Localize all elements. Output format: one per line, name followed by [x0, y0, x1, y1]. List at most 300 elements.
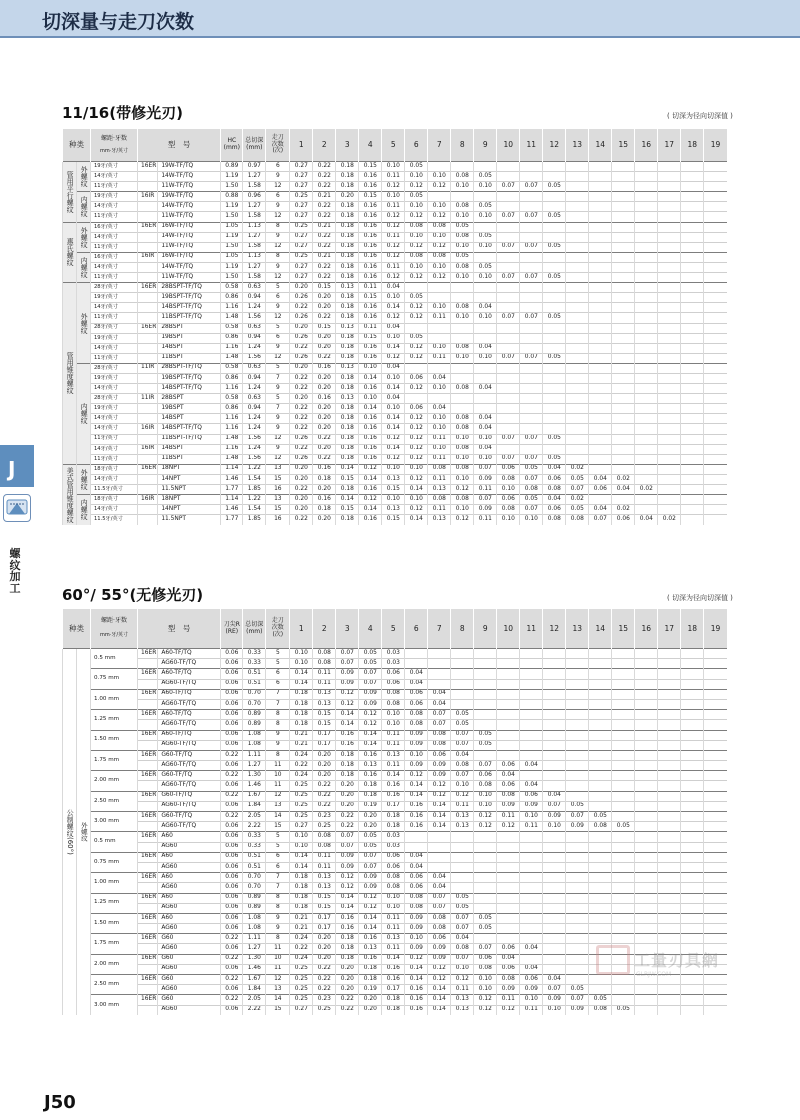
pass-12-cell: 0.10 [543, 822, 566, 832]
pass-19-cell [704, 363, 727, 373]
re-cell: 0.22 [221, 995, 243, 1005]
pass-6-cell: 0.09 [405, 761, 428, 771]
pass-3-cell: 0.18 [336, 333, 359, 343]
pass-19-cell [704, 730, 727, 740]
pass-11-cell: 0.04 [520, 964, 543, 974]
pass-9-cell: 0.04 [474, 444, 497, 454]
pass-13-cell [566, 720, 589, 730]
pass-8-cell: 0.12 [451, 515, 474, 525]
passes-cell: 8 [266, 750, 290, 760]
pass-18-cell [681, 873, 704, 883]
pass-15-cell [612, 343, 635, 353]
pass-17-cell [658, 720, 681, 730]
pass-16-cell [635, 222, 658, 232]
pass-5-cell: 0.13 [382, 505, 405, 515]
pass-4-cell: 0.16 [359, 313, 382, 323]
pass-6-cell: 0.09 [405, 924, 428, 934]
hc-cell: 1.16 [221, 343, 243, 353]
table-row [63, 162, 727, 172]
pass-11-cell: 0.07 [520, 474, 543, 484]
pass-2-cell: 0.22 [313, 801, 336, 811]
pass-10-cell [497, 924, 520, 934]
pass-6-cell: 0.12 [405, 954, 428, 964]
pass-4-cell: 0.18 [359, 975, 382, 985]
pass-12-cell [543, 679, 566, 689]
pass-10-cell: 0.07 [497, 454, 520, 464]
pass-15-cell [612, 649, 635, 659]
pitch-cell: 11牙/英寸 [91, 242, 138, 252]
pass-5-cell: 0.14 [382, 424, 405, 434]
pass-18-cell [681, 485, 704, 495]
holder-cell: 16ER [138, 975, 158, 985]
holder-cell [138, 414, 158, 424]
hc-cell: 1.46 [221, 505, 243, 515]
pass-13-cell [566, 944, 589, 954]
pass-6-cell: 0.05 [405, 192, 428, 202]
pass-14-cell [589, 262, 612, 272]
pass-12-cell: 0.05 [543, 273, 566, 283]
pass-11-cell [520, 343, 543, 353]
holder-cell: 16ER [138, 750, 158, 760]
pass-16-cell [635, 883, 658, 893]
pass-11-cell [520, 363, 543, 373]
table-row [63, 740, 727, 750]
col-pass-18: 18 [681, 129, 704, 162]
table-row [63, 903, 727, 913]
pass-2-cell: 0.22 [313, 212, 336, 222]
pass-12-cell [543, 222, 566, 232]
pass-7-cell: 0.10 [428, 232, 451, 242]
pass-3-cell: 0.12 [336, 689, 359, 699]
hc-cell: 1.48 [221, 454, 243, 464]
pass-18-cell [681, 862, 704, 872]
holder-cell [138, 313, 158, 323]
col-pitch-title: 螺距·牙数 [101, 134, 127, 142]
passes-cell: 12 [266, 182, 290, 192]
hc-cell: 1.19 [221, 202, 243, 212]
pass-7-cell: 0.10 [428, 444, 451, 454]
pass-6-cell: 0.06 [405, 883, 428, 893]
pass-1-cell: 0.22 [290, 515, 313, 525]
pass-5-cell: 0.11 [382, 913, 405, 923]
pass-19-cell [704, 689, 727, 699]
pass-4-cell: 0.19 [359, 985, 382, 995]
pass-15-cell [612, 699, 635, 709]
holder-cell [138, 343, 158, 353]
pass-4-cell: 0.16 [359, 384, 382, 394]
pass-19-cell [704, 649, 727, 659]
pass-1-cell: 0.20 [290, 323, 313, 333]
pass-7-cell: 0.09 [428, 954, 451, 964]
pass-1-cell: 0.27 [290, 242, 313, 252]
table-row [63, 373, 727, 383]
pass-18-cell [681, 464, 704, 474]
holder-cell [138, 454, 158, 464]
pass-11-cell: 0.05 [520, 464, 543, 474]
pass-14-cell [589, 913, 612, 923]
total-depth-cell: 1.58 [243, 242, 266, 252]
pass-10-cell [497, 252, 520, 262]
pass-3-cell: 0.18 [336, 761, 359, 771]
pass-17-cell [658, 995, 681, 1005]
pass-7-cell: 0.11 [428, 313, 451, 323]
pass-8-cell: 0.10 [451, 454, 474, 464]
pass-11-cell [520, 172, 543, 182]
pass-13-cell: 0.09 [566, 822, 589, 832]
pass-12-cell: 0.10 [543, 1005, 566, 1015]
pass-8-cell [451, 883, 474, 893]
pass-18-cell [681, 679, 704, 689]
holder-cell [138, 242, 158, 252]
pass-5-cell: 0.04 [382, 323, 405, 333]
pitch-cell: 1.75 mm [91, 750, 138, 770]
pass-9-cell: 0.05 [474, 202, 497, 212]
pass-2-cell: 0.22 [313, 202, 336, 212]
pass-3-cell: 0.18 [336, 293, 359, 303]
pass-11-cell [520, 873, 543, 883]
pass-15-cell [612, 434, 635, 444]
pass-1-cell: 0.18 [290, 893, 313, 903]
table-row [63, 192, 727, 202]
pass-19-cell [704, 444, 727, 454]
pass-16-cell [635, 781, 658, 791]
holder-cell: 16ER [138, 893, 158, 903]
pass-10-cell [497, 414, 520, 424]
passes-cell: 11 [266, 761, 290, 771]
passes-cell: 15 [266, 505, 290, 515]
pass-2-cell: 0.20 [313, 373, 336, 383]
pass-19-cell [704, 182, 727, 192]
pass-10-cell: 0.07 [497, 242, 520, 252]
model-cell: AG60-TF/TQ [158, 679, 221, 689]
pass-7-cell [428, 394, 451, 404]
pass-12-cell [543, 689, 566, 699]
pass-16-cell [635, 710, 658, 720]
pass-18-cell [681, 343, 704, 353]
pass-2-cell: 0.11 [313, 679, 336, 689]
hc-cell: 0.86 [221, 333, 243, 343]
pitch-cell: 1.75 mm [91, 934, 138, 954]
pass-17-cell [658, 812, 681, 822]
total-depth-cell: 1.24 [243, 303, 266, 313]
col-pass-19: 19 [704, 609, 727, 649]
pass-17-cell [658, 373, 681, 383]
pass-7-cell: 0.12 [428, 212, 451, 222]
pass-1-cell: 0.10 [290, 832, 313, 842]
pass-11-cell: 0.07 [520, 454, 543, 464]
model-cell: 19W-TF/TQ [158, 192, 221, 202]
pass-4-cell: 0.14 [359, 404, 382, 414]
hc-cell: 1.16 [221, 414, 243, 424]
pass-7-cell: 0.07 [428, 710, 451, 720]
pass-10-cell [497, 873, 520, 883]
pass-3-cell: 0.20 [336, 985, 359, 995]
pass-6-cell: 0.10 [405, 934, 428, 944]
total-depth-cell: 1.27 [243, 761, 266, 771]
pass-10-cell [497, 293, 520, 303]
pass-7-cell: 0.14 [428, 1005, 451, 1015]
model-cell: G60 [158, 934, 221, 944]
pass-11-cell: 0.10 [520, 515, 543, 525]
holder-cell [138, 333, 158, 343]
pass-1-cell: 0.25 [290, 995, 313, 1005]
pass-15-cell: 0.02 [612, 474, 635, 484]
pass-13-cell: 0.05 [566, 474, 589, 484]
pass-8-cell: 0.08 [451, 343, 474, 353]
pass-11-cell: 0.04 [520, 944, 543, 954]
pass-12-cell: 0.05 [543, 212, 566, 222]
pass-6-cell: 0.12 [405, 424, 428, 434]
pass-12-cell [543, 363, 566, 373]
pass-14-cell [589, 434, 612, 444]
pass-12-cell [543, 852, 566, 862]
re-cell: 0.06 [221, 740, 243, 750]
pass-2-cell: 0.15 [313, 720, 336, 730]
col-pass-13: 13 [566, 129, 589, 162]
pass-17-cell [658, 434, 681, 444]
pass-13-cell [566, 964, 589, 974]
col-pass-16: 16 [635, 609, 658, 649]
holder-cell [138, 182, 158, 192]
pass-8-cell: 0.10 [451, 273, 474, 283]
passes-cell: 16 [266, 515, 290, 525]
pass-11-cell: 0.07 [520, 505, 543, 515]
pass-13-cell [566, 454, 589, 464]
pass-8-cell: 0.08 [451, 944, 474, 954]
pass-3-cell: 0.18 [336, 202, 359, 212]
re-cell: 0.06 [221, 699, 243, 709]
pass-5-cell: 0.18 [382, 995, 405, 1005]
pass-6-cell: 0.08 [405, 710, 428, 720]
pass-16-cell [635, 192, 658, 202]
pass-15-cell [612, 202, 635, 212]
pass-17-cell [658, 699, 681, 709]
pass-10-cell: 0.06 [497, 495, 520, 505]
pass-8-cell [451, 699, 474, 709]
pass-9-cell: 0.05 [474, 730, 497, 740]
pass-19-cell [704, 313, 727, 323]
pass-6-cell: 0.10 [405, 495, 428, 505]
total-depth-cell: 0.70 [243, 699, 266, 709]
pass-1-cell: 0.22 [290, 444, 313, 454]
pass-6-cell: 0.04 [405, 852, 428, 862]
pass-2-cell: 0.22 [313, 162, 336, 172]
pitch-cell: 1.50 mm [91, 913, 138, 933]
chapter-tab[interactable] [0, 445, 34, 487]
passes-cell: 9 [266, 730, 290, 740]
pass-4-cell: 0.16 [359, 262, 382, 272]
passes-cell: 5 [266, 842, 290, 852]
pass-7-cell: 0.12 [428, 242, 451, 252]
pass-9-cell: 0.11 [474, 515, 497, 525]
table-row [63, 293, 727, 303]
pass-4-cell: 0.16 [359, 252, 382, 262]
pass-2-cell: 0.17 [313, 740, 336, 750]
table-row [63, 404, 727, 414]
pass-19-cell [704, 934, 727, 944]
pass-9-cell: 0.10 [474, 454, 497, 464]
pass-9-cell: 0.04 [474, 384, 497, 394]
total-depth-cell: 0.94 [243, 373, 266, 383]
pass-19-cell [704, 720, 727, 730]
pass-6-cell: 0.12 [405, 303, 428, 313]
pass-17-cell: 0.02 [658, 515, 681, 525]
total-depth-cell: 1.56 [243, 313, 266, 323]
pass-13-cell [566, 740, 589, 750]
hc-cell: 0.58 [221, 363, 243, 373]
pass-9-cell: 0.05 [474, 172, 497, 182]
passes-cell: 9 [266, 740, 290, 750]
pass-8-cell: 0.08 [451, 384, 474, 394]
pass-2-cell: 0.08 [313, 832, 336, 842]
pass-9-cell: 0.10 [474, 801, 497, 811]
pass-5-cell: 0.03 [382, 842, 405, 852]
pass-14-cell: 0.06 [589, 485, 612, 495]
total-depth-cell: 1.85 [243, 515, 266, 525]
pass-11-cell [520, 303, 543, 313]
pass-11-cell [520, 862, 543, 872]
pass-1-cell: 0.27 [290, 202, 313, 212]
table-row [63, 515, 727, 525]
pass-10-cell: 0.10 [497, 515, 520, 525]
pass-10-cell: 0.04 [497, 954, 520, 964]
pass-11-cell [520, 679, 543, 689]
pass-2-cell: 0.20 [313, 293, 336, 303]
table-row [63, 913, 727, 923]
pass-15-cell [612, 750, 635, 760]
pass-1-cell: 0.26 [290, 434, 313, 444]
pass-6-cell: 0.12 [405, 434, 428, 444]
pass-15-cell [612, 373, 635, 383]
pass-14-cell [589, 242, 612, 252]
pass-8-cell: 0.05 [451, 252, 474, 262]
pass-15-cell [612, 192, 635, 202]
pass-18-cell [681, 252, 704, 262]
pass-9-cell: 0.04 [474, 303, 497, 313]
pitch-cell: 16牙/英寸 [91, 252, 138, 262]
pass-19-cell [704, 454, 727, 464]
vertical-text: 公制螺纹(60°) [66, 809, 75, 856]
pass-18-cell [681, 313, 704, 323]
re-cell: 0.22 [221, 975, 243, 985]
col-pass-11: 11 [520, 129, 543, 162]
pass-12-cell: 0.05 [543, 313, 566, 323]
pass-16-cell [635, 414, 658, 424]
pass-2-cell: 0.11 [313, 862, 336, 872]
pass-11-cell [520, 903, 543, 913]
model-cell: G60 [158, 975, 221, 985]
pass-9-cell: 0.10 [474, 242, 497, 252]
pass-11-cell: 0.05 [520, 495, 543, 505]
pass-1-cell: 0.22 [290, 343, 313, 353]
pass-6-cell [405, 394, 428, 404]
pass-2-cell: 0.25 [313, 1005, 336, 1015]
pass-9-cell: 0.10 [474, 985, 497, 995]
pass-9-cell [474, 404, 497, 414]
passes-cell: 8 [266, 903, 290, 913]
pass-14-cell [589, 232, 612, 242]
pass-15-cell [612, 710, 635, 720]
pass-5-cell: 0.06 [382, 862, 405, 872]
pass-7-cell: 0.11 [428, 474, 451, 484]
pass-3-cell: 0.18 [336, 262, 359, 272]
pass-7-cell: 0.04 [428, 699, 451, 709]
holder-cell [138, 944, 158, 954]
table-row [63, 669, 727, 679]
pass-12-cell: 0.08 [543, 485, 566, 495]
col-pass-15: 15 [612, 129, 635, 162]
pass-11-cell [520, 852, 543, 862]
holder-cell [138, 781, 158, 791]
re-cell: 0.06 [221, 842, 243, 852]
pass-17-cell [658, 242, 681, 252]
table-row [63, 202, 727, 212]
re-cell: 0.06 [221, 924, 243, 934]
pass-5-cell: 0.08 [382, 689, 405, 699]
pass-12-cell [543, 842, 566, 852]
pass-17-cell [658, 353, 681, 363]
pass-8-cell [451, 689, 474, 699]
model-cell: AG60 [158, 842, 221, 852]
total-depth-cell: 1.08 [243, 730, 266, 740]
pass-3-cell: 0.13 [336, 283, 359, 293]
col-pass-6: 6 [405, 129, 428, 162]
pass-13-cell [566, 343, 589, 353]
pass-17-cell [658, 384, 681, 394]
pass-4-cell: 0.16 [359, 515, 382, 525]
pass-1-cell: 0.22 [290, 424, 313, 434]
pass-7-cell: 0.09 [428, 944, 451, 954]
pass-4-cell: 0.16 [359, 303, 382, 313]
pass-4-cell: 0.16 [359, 172, 382, 182]
pass-19-cell [704, 414, 727, 424]
pass-5-cell: 0.18 [382, 822, 405, 832]
vertical-text: 外螺纹 [80, 468, 89, 490]
pitch-cell: 28牙/英寸 [91, 363, 138, 373]
table-row [63, 873, 727, 883]
pass-15-cell [612, 333, 635, 343]
pass-12-cell [543, 444, 566, 454]
pass-18-cell [681, 515, 704, 525]
pass-3-cell: 0.07 [336, 842, 359, 852]
pass-17-cell [658, 293, 681, 303]
model-cell: 11BSPT [158, 454, 221, 464]
pass-2-cell: 0.22 [313, 985, 336, 995]
pitch-cell: 14牙/英寸 [91, 343, 138, 353]
pitch-cell: 1.25 mm [91, 893, 138, 913]
pass-14-cell [589, 934, 612, 944]
pass-4-cell: 0.13 [359, 944, 382, 954]
hc-cell: 1.05 [221, 252, 243, 262]
pass-11-cell: 0.10 [520, 812, 543, 822]
pass-15-cell [612, 384, 635, 394]
pass-17-cell [658, 903, 681, 913]
pass-13-cell [566, 273, 589, 283]
pass-2-cell: 0.20 [313, 384, 336, 394]
table-row [63, 232, 727, 242]
total-depth-cell: 1.27 [243, 944, 266, 954]
pass-5-cell: 0.12 [382, 212, 405, 222]
col-pass-17: 17 [658, 129, 681, 162]
pass-9-cell [474, 710, 497, 720]
pass-1-cell: 0.22 [290, 485, 313, 495]
pass-6-cell: 0.06 [405, 404, 428, 414]
pitch-cell: 19牙/英寸 [91, 293, 138, 303]
pass-10-cell: 0.07 [497, 273, 520, 283]
pass-3-cell: 0.22 [336, 822, 359, 832]
pass-5-cell: 0.10 [382, 903, 405, 913]
pass-6-cell: 0.14 [405, 781, 428, 791]
